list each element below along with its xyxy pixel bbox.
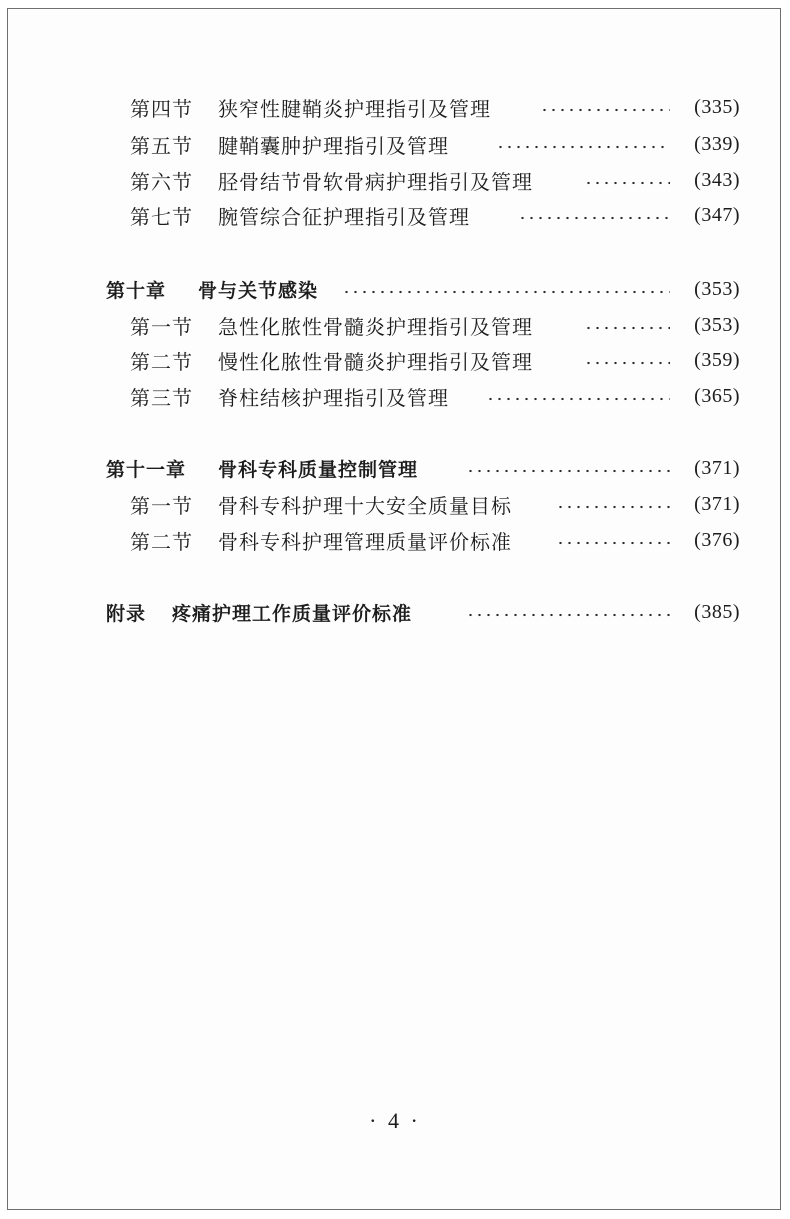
toc-entry-label: 第七节 xyxy=(130,204,193,229)
toc-entry-section-5[interactable] xyxy=(0,127,790,161)
toc-entry-title: 腕管综合征护理指引及管理 xyxy=(218,204,470,229)
toc-entry-page: (376) xyxy=(694,528,740,551)
toc-chapter-label: 第十章 xyxy=(106,279,167,302)
toc-entry-page: (385) xyxy=(694,600,740,623)
dot-leader xyxy=(466,469,670,473)
dot-leader xyxy=(342,290,670,294)
toc-entry-page: (371) xyxy=(694,492,740,515)
toc-entry-title: 骨科专科护理十大安全质量目标 xyxy=(218,493,512,518)
dot-leader xyxy=(556,505,670,509)
toc-chapter-title: 疼痛护理工作质量评价标准 xyxy=(172,602,413,625)
toc-entry-section-4[interactable] xyxy=(0,90,790,124)
dot-leader xyxy=(466,613,670,617)
toc-entry-page: (353) xyxy=(694,313,740,336)
toc-entry-label: 第五节 xyxy=(130,133,193,158)
toc-entry-label: 第一节 xyxy=(130,493,193,518)
toc-entry-chapter-11[interactable] xyxy=(0,451,790,485)
toc-entry-label: 第六节 xyxy=(130,169,193,194)
toc-entry-title: 慢性化脓性骨髓炎护理指引及管理 xyxy=(218,349,533,374)
toc-entry-chapter-10[interactable] xyxy=(0,272,790,306)
toc-entry-section-3[interactable] xyxy=(0,379,790,413)
toc-entry-page: (343) xyxy=(694,168,740,191)
toc-entry-title: 骨科专科护理管理质量评价标准 xyxy=(218,529,512,554)
dot-leader xyxy=(584,326,670,330)
toc-entry-label: 第二节 xyxy=(130,529,193,554)
dot-leader xyxy=(584,181,670,185)
toc-entry-label: 第一节 xyxy=(130,314,193,339)
toc-entry-page: (335) xyxy=(694,95,740,118)
dot-leader xyxy=(518,216,670,220)
toc-entry-appendix[interactable] xyxy=(0,595,790,629)
toc-entry-page: (371) xyxy=(694,456,740,479)
toc-entry-page: (365) xyxy=(694,384,740,407)
toc-entry-section-1[interactable] xyxy=(0,487,790,521)
toc-entry-page: (359) xyxy=(694,348,740,371)
toc-entry-section-1[interactable] xyxy=(0,308,790,342)
toc-entry-label: 第三节 xyxy=(130,385,193,410)
toc-entry-section-6[interactable] xyxy=(0,163,790,197)
toc-entry-label: 第二节 xyxy=(130,349,193,374)
toc-entry-title: 脊柱结核护理指引及管理 xyxy=(218,385,449,410)
toc-entry-page: (347) xyxy=(694,203,740,226)
toc-entry-section-2[interactable] xyxy=(0,523,790,557)
toc-entry-section-7[interactable] xyxy=(0,198,790,232)
dot-leader xyxy=(556,541,670,545)
toc-chapter-label: 第十一章 xyxy=(106,458,187,481)
toc-chapter-title: 骨与关节感染 xyxy=(198,279,319,302)
toc-entry-title: 急性化脓性骨髓炎护理指引及管理 xyxy=(218,314,533,339)
dot-leader xyxy=(540,108,670,112)
dot-leader xyxy=(584,361,670,365)
toc-chapter-title: 骨科专科质量控制管理 xyxy=(218,458,419,481)
dot-leader xyxy=(486,397,670,401)
toc-entry-page: (339) xyxy=(694,132,740,155)
toc-entry-label: 第四节 xyxy=(130,96,193,121)
toc-entry-title: 腱鞘囊肿护理指引及管理 xyxy=(218,133,449,158)
dot-leader xyxy=(496,145,670,149)
toc-entry-section-2[interactable] xyxy=(0,343,790,377)
toc-chapter-label: 附录 xyxy=(106,602,147,625)
toc-entry-title: 狭窄性腱鞘炎护理指引及管理 xyxy=(218,96,491,121)
page-number: · 4 · xyxy=(369,1108,421,1133)
toc-entry-page: (353) xyxy=(694,277,740,300)
toc-entry-title: 胫骨结节骨软骨病护理指引及管理 xyxy=(218,169,533,194)
